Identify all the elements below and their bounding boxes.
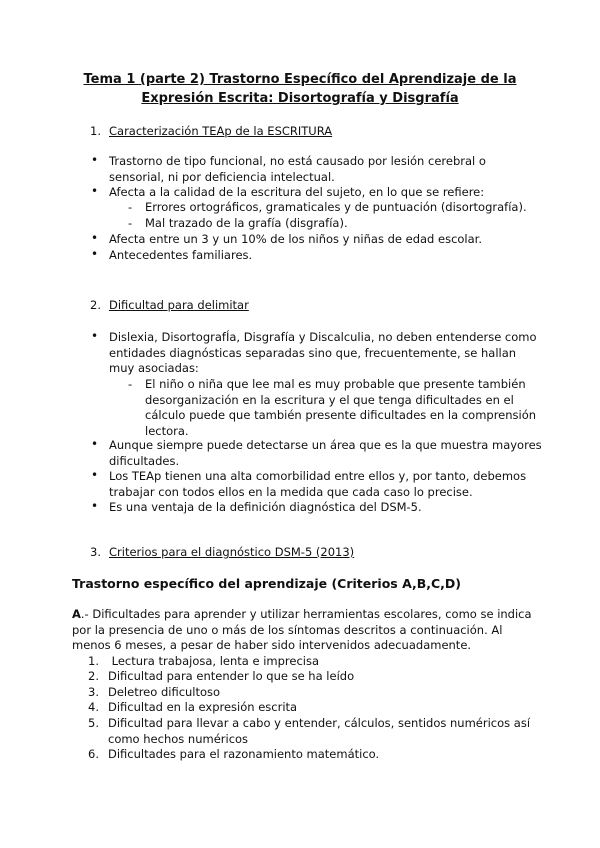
bullet-line: sensorial, ni por deficiencia intelectual.	[109, 169, 335, 184]
section-1-bullet-4	[109, 248, 252, 264]
section-3-number: 3.	[90, 545, 101, 559]
bullet-line: Es una ventaja de la definición diagnóstica del DSM-5.	[109, 500, 422, 514]
section-1-bullet-1	[109, 154, 486, 185]
symptom-item-6: Dificultades para el razonamiento matemático.	[108, 747, 380, 761]
bullet-icon: •	[91, 468, 99, 482]
bullet-line: Afecta a la calidad de la escritura del sujeto, en lo que se refiere:	[109, 185, 485, 199]
bullet-icon: •	[91, 437, 99, 451]
section-2-bullet-4	[109, 500, 422, 516]
symptom-number: 5.	[88, 716, 99, 730]
section-2-subitem	[145, 377, 536, 439]
criterion-a-line-1	[72, 607, 532, 623]
bullet-line: dificultades.	[109, 453, 180, 468]
criterion-a-line-3: menos 6 meses, a pesar de haber sido intervenidos adecuadamente.	[72, 638, 472, 652]
symptom-line: como hechos numéricos	[108, 731, 249, 746]
criterion-a-letter: A	[72, 607, 81, 621]
subitem-line: cálculo puede que también presente dificultades en la comprensión	[145, 408, 537, 422]
bullet-line: muy asociadas:	[109, 361, 199, 375]
bullet-line: entidades diagnósticas separadas sino que, frecuentemente, se hallan	[109, 345, 517, 360]
symptom-item-5	[108, 716, 530, 747]
title-line-1: Tema 1 (parte 2) Trastorno Específico del Aprendizaje de la	[83, 72, 517, 87]
symptom-number: 1.	[88, 654, 99, 668]
section-1-subitem-1: Errores ortográficos, gramaticales y de puntuación (disortografía).	[145, 200, 527, 214]
bullet-icon: •	[91, 231, 99, 245]
section-3-heading: Criterios para el diagnóstico DSM-5 (2013)	[109, 545, 355, 559]
bullet-line: Antecedentes familiares.	[109, 248, 253, 262]
criterion-a-text: .- Dificultades para aprender y utilizar herramientas escolares, como se indica	[80, 607, 532, 621]
bullet-icon: •	[91, 247, 99, 261]
symptom-number: 4.	[88, 700, 99, 714]
symptom-item-3: Deletreo dificultoso	[108, 685, 221, 699]
section-1-heading: Caracterización TEAp de la ESCRITURA	[109, 124, 333, 138]
bullet-line: Afecta entre un 3 y un 10% de los niños y niñas de edad escolar.	[109, 232, 483, 246]
criterion-a-paragraph	[72, 607, 532, 654]
subitem-line: desorganización en la escritura y el que tenga dificultades en el	[145, 392, 514, 407]
section-2-heading: Dificultad para delimitar	[109, 298, 249, 312]
symptom-item-1: Lectura trabajosa, lenta e imprecisa	[108, 654, 320, 668]
criteria-subheading: Trastorno específico del aprendizaje (Criterios A,B,C,D)	[72, 576, 462, 591]
section-1-bullet-2	[109, 185, 484, 201]
bullet-line: trabajar con todos ellos en la medida que cada caso lo precise.	[109, 484, 473, 499]
section-2-bullet-3	[109, 469, 526, 500]
symptom-number: 2.	[88, 669, 99, 683]
document-title	[70, 70, 530, 108]
section-1-number: 1.	[90, 124, 101, 138]
bullet-line: Dislexia, DisortografÍa, Disgrafía y Discalculia, no deben entenderse como	[109, 330, 537, 344]
symptom-item-4: Dificultad en la expresión escrita	[108, 700, 298, 714]
bullet-icon: •	[91, 153, 99, 167]
symptom-number: 3.	[88, 685, 99, 699]
bullet-icon: •	[91, 184, 99, 198]
subitem-line: lectora.	[145, 423, 189, 438]
section-2-number: 2.	[90, 298, 101, 312]
dash-icon: -	[128, 200, 133, 214]
section-2-bullet-2	[109, 438, 542, 469]
section-1-bullet-3	[109, 232, 482, 248]
symptom-item-2: Dificultad para entender lo que se ha leído	[108, 669, 355, 683]
section-2-bullet-1	[109, 330, 537, 377]
subitem-line: El niño o niña que lee mal es muy probable que presente también	[145, 377, 526, 391]
dash-icon: -	[128, 216, 133, 230]
bullet-line: Trastorno de tipo funcional, no está causado por lesión cerebral o	[109, 154, 486, 168]
bullet-line: Aunque siempre puede detectarse un área que es la que muestra mayores	[109, 438, 542, 452]
symptom-line: Dificultad para llevar a cabo y entender, cálculos, sentidos numéricos así	[108, 716, 531, 730]
criterion-a-line-2: por la presencia de uno o más de los síntomas descritos a continuación. Al	[72, 622, 503, 637]
title-line-2: Expresión Escrita: Disortografía y Disgrafía	[141, 91, 459, 106]
symptom-number: 6.	[88, 747, 99, 761]
section-1-subitem-2: Mal trazado de la grafía (disgrafía).	[145, 216, 348, 230]
bullet-icon: •	[91, 499, 99, 513]
bullet-icon: •	[91, 329, 99, 343]
bullet-line: Los TEAp tienen una alta comorbilidad entre ellos y, por tanto, debemos	[109, 469, 527, 483]
dash-icon: -	[128, 377, 133, 391]
